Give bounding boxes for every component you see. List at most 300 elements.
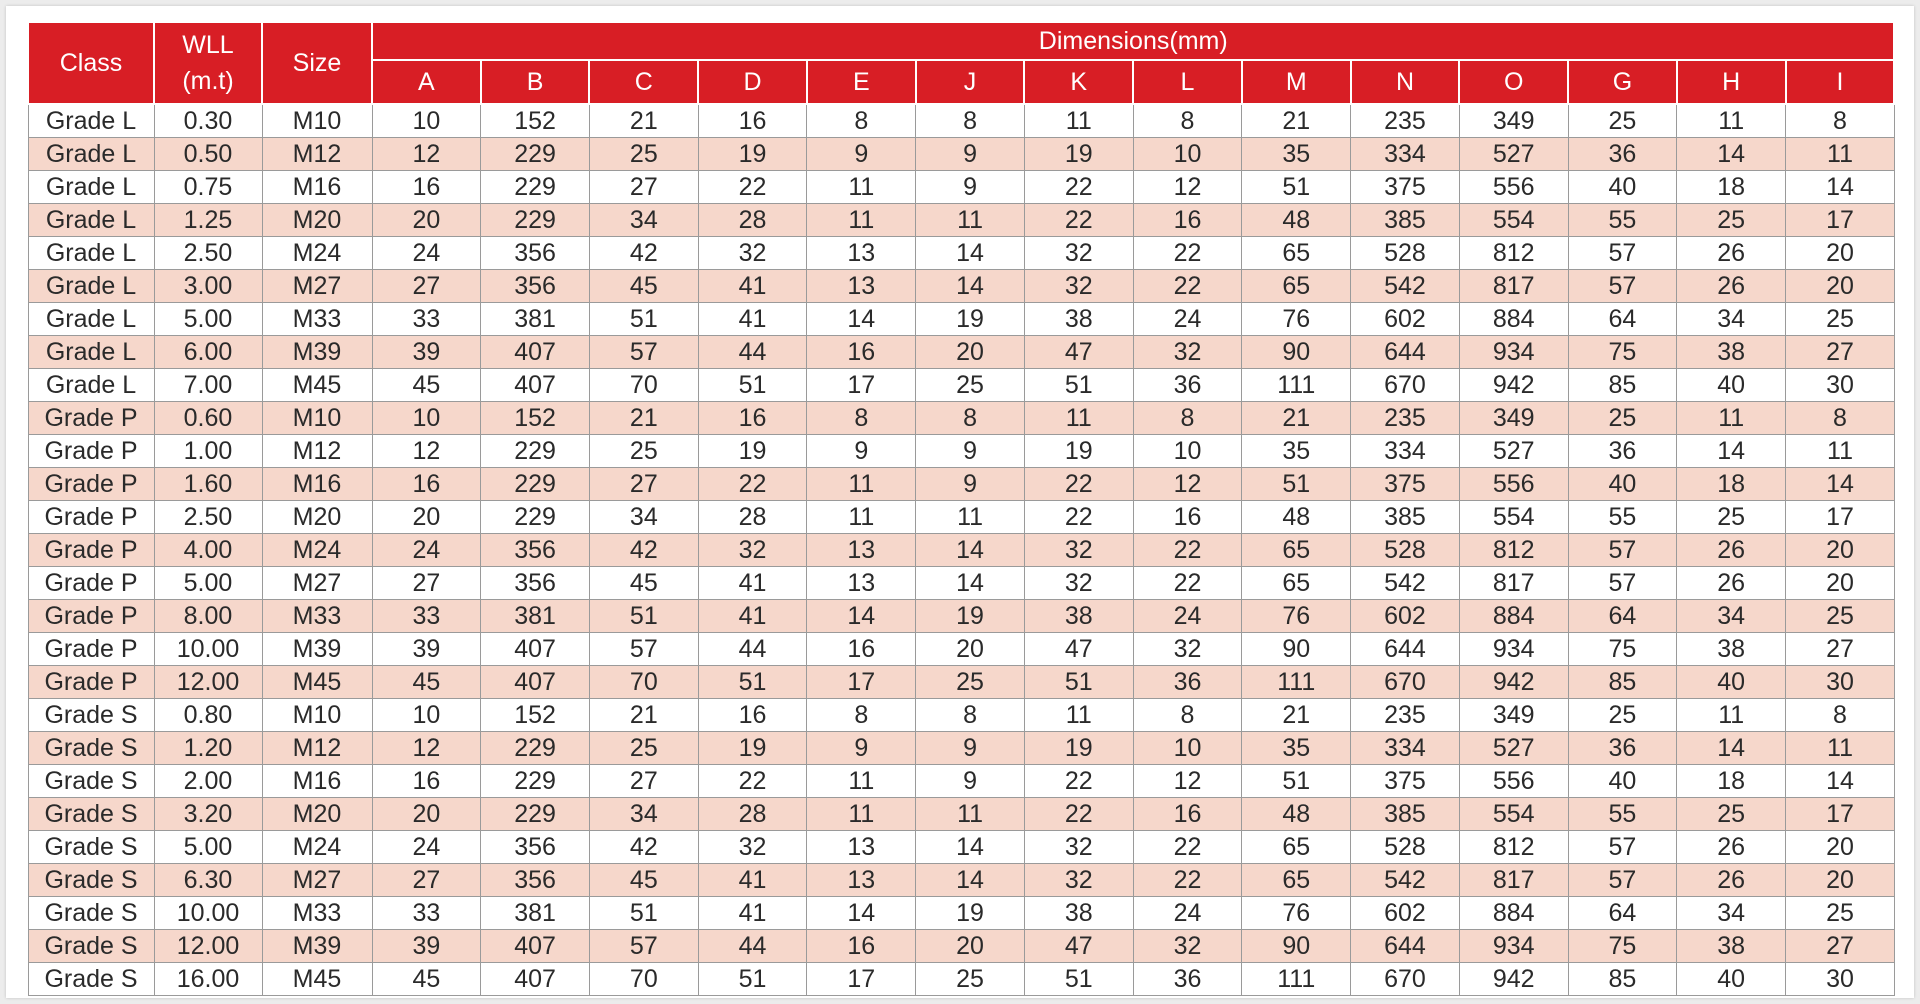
cell-dim-n: 235: [1351, 104, 1460, 138]
cell-wll: 0.30: [154, 104, 262, 138]
cell-dim-l: 36: [1133, 963, 1242, 996]
cell-dim-l: 22: [1133, 270, 1242, 303]
cell-dim-l: 22: [1133, 567, 1242, 600]
cell-dim-g: 25: [1568, 699, 1677, 732]
cell-dim-j: 9: [916, 765, 1025, 798]
cell-size: M27: [262, 567, 372, 600]
table-row: [28, 732, 1894, 765]
cell-dim-i: 30: [1786, 963, 1895, 996]
cell-class: Grade L: [28, 237, 154, 270]
cell-dim-n: 542: [1351, 270, 1460, 303]
cell-dim-a: 24: [372, 831, 481, 864]
cell-dim-g: 57: [1568, 831, 1677, 864]
cell-dim-h: 25: [1677, 501, 1786, 534]
cell-dim-a: 12: [372, 732, 481, 765]
cell-wll: 6.00: [154, 336, 262, 369]
cell-class: Grade L: [28, 171, 154, 204]
table-row: [28, 567, 1894, 600]
cell-dim-h: 26: [1677, 567, 1786, 600]
cell-wll: 5.00: [154, 567, 262, 600]
cell-dim-j: 19: [916, 600, 1025, 633]
cell-dim-h: 14: [1677, 435, 1786, 468]
table-row: [28, 831, 1894, 864]
table-row: [28, 864, 1894, 897]
cell-dim-l: 32: [1133, 633, 1242, 666]
cell-wll: 0.50: [154, 138, 262, 171]
cell-dim-m: 76: [1242, 897, 1351, 930]
dimension-column-header-j: J: [916, 60, 1025, 104]
cell-dim-g: 75: [1568, 633, 1677, 666]
cell-class: Grade S: [28, 732, 154, 765]
cell-wll: 1.00: [154, 435, 262, 468]
cell-dim-e: 14: [807, 897, 916, 930]
cell-dim-o: 884: [1459, 303, 1568, 336]
cell-dim-n: 334: [1351, 732, 1460, 765]
cell-dim-j: 9: [916, 435, 1025, 468]
cell-dim-i: 17: [1786, 501, 1895, 534]
wll-header-line1: WLL: [182, 31, 234, 59]
cell-dim-j: 25: [916, 963, 1025, 996]
cell-wll: 1.20: [154, 732, 262, 765]
cell-dim-b: 229: [481, 765, 590, 798]
wll-header-line2: (m.t): [182, 67, 234, 95]
cell-dim-h: 26: [1677, 237, 1786, 270]
cell-class: Grade L: [28, 270, 154, 303]
cell-dim-h: 14: [1677, 138, 1786, 171]
cell-dim-d: 41: [698, 864, 807, 897]
cell-size: M24: [262, 534, 372, 567]
size-column-header: Size: [262, 22, 372, 104]
cell-dim-n: 375: [1351, 765, 1460, 798]
cell-class: Grade P: [28, 534, 154, 567]
cell-dim-l: 16: [1133, 501, 1242, 534]
cell-size: M24: [262, 831, 372, 864]
cell-dim-d: 16: [698, 402, 807, 435]
cell-dim-c: 57: [589, 930, 698, 963]
cell-dim-e: 11: [807, 765, 916, 798]
cell-dim-j: 19: [916, 897, 1025, 930]
cell-wll: 12.00: [154, 930, 262, 963]
table-row: [28, 765, 1894, 798]
dimension-column-header-i: I: [1786, 60, 1895, 104]
cell-dim-g: 85: [1568, 963, 1677, 996]
cell-dim-d: 51: [698, 369, 807, 402]
cell-dim-j: 11: [916, 501, 1025, 534]
cell-dim-e: 11: [807, 204, 916, 237]
cell-class: Grade P: [28, 633, 154, 666]
cell-class: Grade P: [28, 435, 154, 468]
header-row-top: [28, 22, 1894, 60]
cell-dim-k: 32: [1024, 831, 1133, 864]
cell-dim-d: 41: [698, 303, 807, 336]
cell-dim-b: 152: [481, 699, 590, 732]
cell-size: M12: [262, 435, 372, 468]
cell-dim-o: 556: [1459, 468, 1568, 501]
cell-size: M27: [262, 864, 372, 897]
cell-dim-b: 381: [481, 897, 590, 930]
cell-dim-a: 24: [372, 534, 481, 567]
cell-dim-m: 21: [1242, 104, 1351, 138]
cell-wll: 6.30: [154, 864, 262, 897]
cell-dim-n: 528: [1351, 534, 1460, 567]
cell-dim-i: 25: [1786, 600, 1895, 633]
cell-dim-m: 35: [1242, 732, 1351, 765]
cell-dim-j: 9: [916, 171, 1025, 204]
cell-dim-n: 602: [1351, 600, 1460, 633]
cell-dim-b: 356: [481, 567, 590, 600]
cell-dim-k: 47: [1024, 930, 1133, 963]
cell-dim-h: 18: [1677, 468, 1786, 501]
cell-dim-a: 45: [372, 666, 481, 699]
cell-dim-c: 42: [589, 831, 698, 864]
cell-dim-a: 39: [372, 336, 481, 369]
cell-dim-h: 38: [1677, 336, 1786, 369]
cell-dim-o: 812: [1459, 831, 1568, 864]
cell-dim-m: 65: [1242, 831, 1351, 864]
cell-wll: 1.25: [154, 204, 262, 237]
cell-dim-i: 11: [1786, 138, 1895, 171]
cell-class: Grade P: [28, 567, 154, 600]
cell-dim-a: 16: [372, 171, 481, 204]
cell-dim-a: 10: [372, 699, 481, 732]
cell-size: M20: [262, 501, 372, 534]
cell-dim-e: 17: [807, 369, 916, 402]
cell-dim-b: 152: [481, 402, 590, 435]
cell-dim-j: 20: [916, 633, 1025, 666]
dimensions-table: [27, 21, 1895, 996]
table-row: [28, 336, 1894, 369]
cell-dim-j: 8: [916, 402, 1025, 435]
cell-size: M45: [262, 963, 372, 996]
table-row: [28, 600, 1894, 633]
cell-dim-c: 25: [589, 732, 698, 765]
cell-dim-d: 41: [698, 600, 807, 633]
cell-dim-c: 21: [589, 402, 698, 435]
cell-dim-j: 19: [916, 303, 1025, 336]
cell-dim-l: 22: [1133, 534, 1242, 567]
dimension-column-header-o: O: [1459, 60, 1568, 104]
cell-dim-b: 229: [481, 501, 590, 534]
cell-size: M10: [262, 402, 372, 435]
cell-dim-n: 385: [1351, 204, 1460, 237]
cell-dim-g: 57: [1568, 864, 1677, 897]
cell-dim-e: 11: [807, 171, 916, 204]
cell-dim-n: 334: [1351, 435, 1460, 468]
table-row: [28, 171, 1894, 204]
cell-dim-d: 32: [698, 534, 807, 567]
cell-dim-j: 20: [916, 336, 1025, 369]
dimension-column-header-a: A: [372, 60, 481, 104]
cell-dim-a: 39: [372, 930, 481, 963]
cell-dim-e: 13: [807, 864, 916, 897]
cell-dim-d: 19: [698, 138, 807, 171]
cell-dim-o: 556: [1459, 765, 1568, 798]
cell-dim-c: 57: [589, 633, 698, 666]
cell-dim-i: 14: [1786, 171, 1895, 204]
cell-dim-o: 527: [1459, 138, 1568, 171]
cell-dim-c: 27: [589, 765, 698, 798]
table-row: [28, 369, 1894, 402]
cell-dim-c: 51: [589, 600, 698, 633]
cell-class: Grade S: [28, 699, 154, 732]
dimension-column-header-m: M: [1242, 60, 1351, 104]
cell-class: Grade L: [28, 138, 154, 171]
cell-dim-h: 34: [1677, 897, 1786, 930]
cell-dim-l: 32: [1133, 930, 1242, 963]
cell-dim-i: 20: [1786, 270, 1895, 303]
cell-dim-c: 27: [589, 468, 698, 501]
cell-dim-e: 9: [807, 732, 916, 765]
cell-dim-d: 41: [698, 567, 807, 600]
cell-dim-i: 30: [1786, 369, 1895, 402]
table-row: [28, 435, 1894, 468]
dimension-column-header-b: B: [481, 60, 590, 104]
cell-dim-l: 24: [1133, 897, 1242, 930]
cell-wll: 12.00: [154, 666, 262, 699]
cell-dim-o: 527: [1459, 435, 1568, 468]
cell-dim-m: 65: [1242, 534, 1351, 567]
cell-dim-h: 11: [1677, 402, 1786, 435]
cell-dim-g: 40: [1568, 468, 1677, 501]
cell-dim-a: 20: [372, 798, 481, 831]
cell-dim-m: 76: [1242, 303, 1351, 336]
cell-dim-l: 10: [1133, 435, 1242, 468]
cell-dim-d: 44: [698, 930, 807, 963]
cell-size: M16: [262, 468, 372, 501]
cell-dim-g: 57: [1568, 567, 1677, 600]
cell-dim-c: 45: [589, 567, 698, 600]
cell-dim-g: 36: [1568, 732, 1677, 765]
cell-dim-k: 11: [1024, 699, 1133, 732]
cell-dim-k: 51: [1024, 963, 1133, 996]
cell-dim-i: 27: [1786, 336, 1895, 369]
table-row: [28, 104, 1894, 138]
cell-dim-a: 39: [372, 633, 481, 666]
cell-dim-e: 9: [807, 138, 916, 171]
cell-dim-j: 8: [916, 699, 1025, 732]
cell-dim-l: 24: [1133, 600, 1242, 633]
cell-dim-e: 16: [807, 633, 916, 666]
cell-dim-k: 32: [1024, 534, 1133, 567]
cell-wll: 0.80: [154, 699, 262, 732]
cell-class: Grade S: [28, 765, 154, 798]
cell-dim-a: 33: [372, 897, 481, 930]
cell-dim-m: 21: [1242, 699, 1351, 732]
cell-wll: 5.00: [154, 831, 262, 864]
cell-dim-i: 14: [1786, 468, 1895, 501]
cell-dim-m: 51: [1242, 171, 1351, 204]
cell-dim-m: 48: [1242, 501, 1351, 534]
cell-dim-o: 884: [1459, 600, 1568, 633]
cell-dim-i: 20: [1786, 237, 1895, 270]
cell-dim-h: 11: [1677, 104, 1786, 138]
cell-dim-h: 18: [1677, 765, 1786, 798]
cell-dim-o: 942: [1459, 369, 1568, 402]
dimension-column-header-l: L: [1133, 60, 1242, 104]
table-row: [28, 633, 1894, 666]
cell-dim-j: 14: [916, 534, 1025, 567]
cell-dim-i: 11: [1786, 435, 1895, 468]
cell-dim-b: 229: [481, 435, 590, 468]
cell-dim-d: 44: [698, 336, 807, 369]
cell-dim-e: 11: [807, 798, 916, 831]
cell-class: Grade S: [28, 798, 154, 831]
cell-dim-g: 64: [1568, 303, 1677, 336]
cell-dim-b: 407: [481, 930, 590, 963]
cell-dim-j: 9: [916, 138, 1025, 171]
cell-dim-l: 32: [1133, 336, 1242, 369]
cell-dim-j: 14: [916, 237, 1025, 270]
cell-dim-e: 8: [807, 699, 916, 732]
cell-dim-i: 11: [1786, 732, 1895, 765]
cell-dim-l: 22: [1133, 237, 1242, 270]
cell-dim-i: 27: [1786, 633, 1895, 666]
cell-dim-k: 51: [1024, 666, 1133, 699]
cell-dim-n: 235: [1351, 402, 1460, 435]
cell-dim-o: 942: [1459, 666, 1568, 699]
cell-wll: 2.50: [154, 501, 262, 534]
cell-dim-n: 235: [1351, 699, 1460, 732]
cell-dim-n: 334: [1351, 138, 1460, 171]
cell-dim-g: 75: [1568, 930, 1677, 963]
cell-dim-m: 90: [1242, 633, 1351, 666]
cell-dim-o: 812: [1459, 237, 1568, 270]
cell-dim-i: 20: [1786, 831, 1895, 864]
cell-dim-n: 528: [1351, 237, 1460, 270]
cell-dim-a: 12: [372, 138, 481, 171]
cell-dim-e: 13: [807, 534, 916, 567]
cell-size: M33: [262, 600, 372, 633]
dimension-column-header-d: D: [698, 60, 807, 104]
table-row: [28, 237, 1894, 270]
cell-dim-n: 385: [1351, 798, 1460, 831]
cell-class: Grade S: [28, 897, 154, 930]
cell-dim-g: 25: [1568, 402, 1677, 435]
cell-dim-h: 26: [1677, 831, 1786, 864]
cell-dim-d: 28: [698, 501, 807, 534]
cell-class: Grade S: [28, 930, 154, 963]
cell-dim-b: 407: [481, 336, 590, 369]
cell-dim-g: 64: [1568, 600, 1677, 633]
cell-dim-e: 17: [807, 963, 916, 996]
cell-dim-h: 25: [1677, 798, 1786, 831]
cell-dim-c: 45: [589, 864, 698, 897]
cell-wll: 8.00: [154, 600, 262, 633]
cell-dim-b: 229: [481, 138, 590, 171]
cell-dim-m: 90: [1242, 930, 1351, 963]
cell-dim-b: 407: [481, 633, 590, 666]
cell-dim-c: 25: [589, 138, 698, 171]
cell-dim-l: 16: [1133, 204, 1242, 237]
cell-dim-o: 556: [1459, 171, 1568, 204]
cell-dim-h: 34: [1677, 600, 1786, 633]
cell-dim-a: 16: [372, 468, 481, 501]
cell-dim-b: 356: [481, 534, 590, 567]
cell-dim-g: 36: [1568, 435, 1677, 468]
cell-dim-e: 8: [807, 402, 916, 435]
cell-dim-i: 17: [1786, 798, 1895, 831]
table-row: [28, 930, 1894, 963]
cell-dim-o: 349: [1459, 104, 1568, 138]
cell-dim-m: 111: [1242, 666, 1351, 699]
cell-dim-c: 27: [589, 171, 698, 204]
table-row: [28, 666, 1894, 699]
wll-column-header: [154, 22, 262, 104]
cell-dim-g: 36: [1568, 138, 1677, 171]
cell-dim-c: 70: [589, 666, 698, 699]
cell-dim-a: 24: [372, 237, 481, 270]
cell-dim-k: 11: [1024, 402, 1133, 435]
cell-dim-e: 17: [807, 666, 916, 699]
cell-wll: 5.00: [154, 303, 262, 336]
dimension-column-header-g: G: [1568, 60, 1677, 104]
cell-size: M39: [262, 930, 372, 963]
cell-dim-l: 16: [1133, 798, 1242, 831]
cell-dim-o: 934: [1459, 633, 1568, 666]
dimension-column-header-c: C: [589, 60, 698, 104]
cell-dim-k: 51: [1024, 369, 1133, 402]
cell-dim-n: 375: [1351, 171, 1460, 204]
cell-dim-h: 18: [1677, 171, 1786, 204]
cell-dim-m: 90: [1242, 336, 1351, 369]
cell-dim-d: 41: [698, 897, 807, 930]
cell-dim-l: 12: [1133, 468, 1242, 501]
cell-dim-m: 76: [1242, 600, 1351, 633]
cell-dim-b: 381: [481, 303, 590, 336]
cell-dim-b: 152: [481, 104, 590, 138]
cell-class: Grade L: [28, 204, 154, 237]
cell-dim-i: 20: [1786, 567, 1895, 600]
cell-class: Grade S: [28, 963, 154, 996]
cell-size: M33: [262, 897, 372, 930]
table-row: [28, 963, 1894, 996]
cell-dim-k: 32: [1024, 567, 1133, 600]
cell-size: M12: [262, 732, 372, 765]
cell-class: Grade S: [28, 864, 154, 897]
cell-dim-l: 36: [1133, 369, 1242, 402]
cell-dim-i: 8: [1786, 104, 1895, 138]
cell-dim-a: 33: [372, 600, 481, 633]
cell-class: Grade P: [28, 468, 154, 501]
cell-dim-i: 25: [1786, 303, 1895, 336]
cell-wll: 2.50: [154, 237, 262, 270]
cell-dim-c: 57: [589, 336, 698, 369]
cell-class: Grade P: [28, 501, 154, 534]
cell-dim-d: 16: [698, 104, 807, 138]
cell-dim-a: 27: [372, 270, 481, 303]
cell-dim-n: 602: [1351, 303, 1460, 336]
cell-wll: 16.00: [154, 963, 262, 996]
cell-dim-d: 32: [698, 237, 807, 270]
cell-dim-k: 32: [1024, 237, 1133, 270]
cell-dim-l: 10: [1133, 138, 1242, 171]
cell-wll: 10.00: [154, 633, 262, 666]
cell-dim-n: 670: [1351, 963, 1460, 996]
cell-size: M27: [262, 270, 372, 303]
cell-dim-k: 38: [1024, 600, 1133, 633]
cell-dim-a: 27: [372, 567, 481, 600]
cell-dim-j: 20: [916, 930, 1025, 963]
cell-wll: 3.20: [154, 798, 262, 831]
cell-dim-n: 644: [1351, 930, 1460, 963]
cell-dim-o: 554: [1459, 798, 1568, 831]
cell-dim-a: 33: [372, 303, 481, 336]
cell-dim-j: 25: [916, 369, 1025, 402]
cell-size: M20: [262, 204, 372, 237]
cell-dim-e: 11: [807, 468, 916, 501]
cell-dim-d: 22: [698, 468, 807, 501]
cell-dim-j: 14: [916, 270, 1025, 303]
